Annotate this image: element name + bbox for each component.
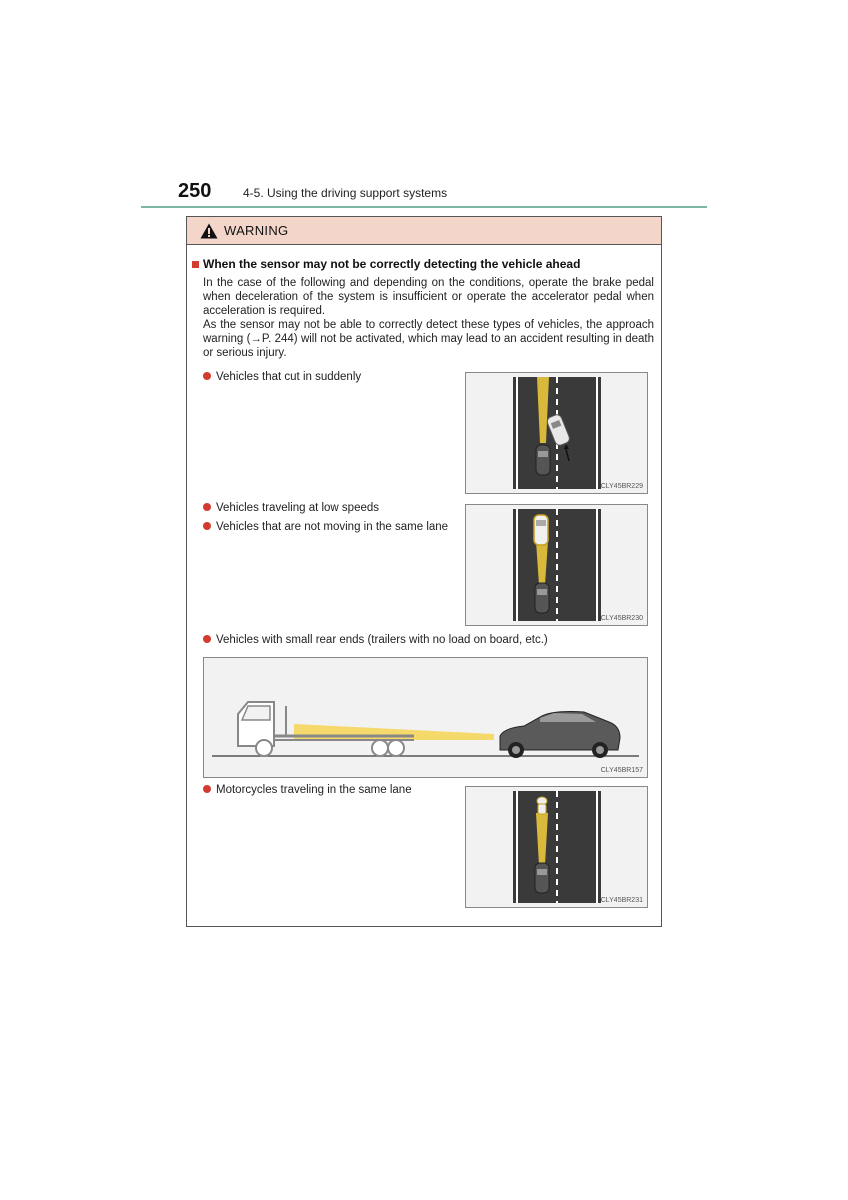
- bullet-dot-icon: [203, 635, 211, 643]
- bullet-item-cut-in: Vehicles that cut in suddenly: [203, 371, 361, 383]
- warning-paragraph-2: As the sensor may not be able to correctly detect these types of vehicles, the approach warning (→P. 244) will not be activated, which may lead to an accident resulting in death or serious injury.: [203, 319, 654, 359]
- bullet-item-low-speed: Vehicles traveling at low speeds: [203, 502, 379, 514]
- page-number: 250: [178, 180, 212, 202]
- warning-box: [186, 216, 662, 927]
- bullet-item-motorcycle: Motorcycles traveling in the same lane: [203, 784, 412, 796]
- figure-code: CLY45BR157: [600, 767, 643, 774]
- bullet-dot-icon: [203, 785, 211, 793]
- figure-code: CLY45BR230: [600, 615, 643, 622]
- warning-title: WARNING: [224, 223, 289, 238]
- bullet-dot-icon: [203, 522, 211, 530]
- section-title: 4-5. Using the driving support systems: [243, 186, 448, 200]
- warning-subheading: When the sensor may not be correctly detecting the vehicle ahead: [203, 257, 581, 271]
- figure-code: CLY45BR229: [600, 483, 643, 490]
- figure-small-rear: [203, 657, 648, 778]
- bullet-item-not-same-lane: Vehicles that are not moving in the same lane: [203, 521, 448, 533]
- warning-header: [187, 217, 661, 245]
- figure-low-speed: [465, 504, 648, 626]
- figure-code: CLY45BR231: [600, 897, 643, 904]
- bullet-dot-icon: [203, 372, 211, 380]
- figure-cut-in: [465, 372, 648, 494]
- bullet-dot-icon: [203, 503, 211, 511]
- figure-motorcycle: [465, 786, 648, 908]
- warning-icon: [200, 223, 218, 239]
- square-bullet-icon: [192, 261, 199, 268]
- warning-paragraph-1: In the case of the following and depending on the conditions, operate the brake pedal when deceleration of the system is insufficient or operate the accelerator pedal when acceleration is required.: [203, 277, 654, 317]
- bullet-item-small-rear: Vehicles with small rear ends (trailers with no load on board, etc.): [203, 634, 548, 646]
- header-rule: [141, 206, 707, 208]
